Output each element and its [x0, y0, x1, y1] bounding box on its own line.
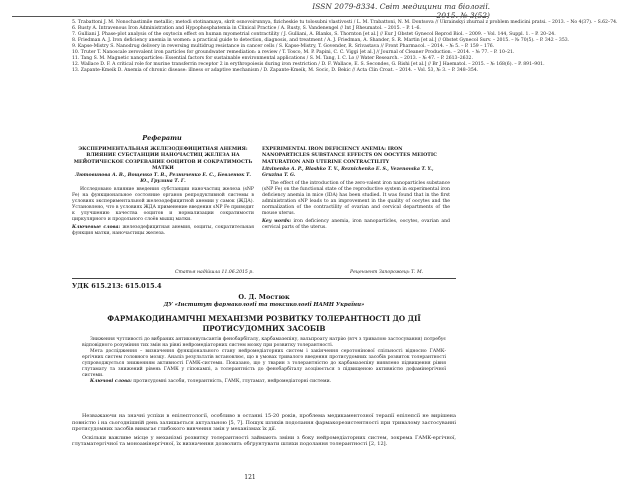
keywords-label: Ключевые слова:	[72, 225, 121, 231]
abstract-title: ЭКСПЕРИМЕНТАЛЬНАЯ ЖЕЛЕЗОДЕФИЦИТНАЯ АНЕМИЯ: ВЛИЯНИЕ СУБСТАНЦИИ НАНОЧАСТИЦ ЖЕЛЕЗА НА МЕЙОТИЧЕСКОЕ СОЗРЕВАНИЕ ООЦИТОВ И СОКРАТИМОСТЬ МАТКИ	[73, 146, 253, 171]
reference-item: 12. Wallace D. F. A critical role for murine transferrin receptor 2 in erythropoiesis during iron restriction / D. F. Wallace, E. S. Secondes, G. Rishi [et al.] // Br J Haematol. – 2015. – № 168(6). – P. 891–901.	[72, 62, 545, 67]
journal-header: ISSN 2079-8334. Світ медицини та біології. 2015. № 3(52)	[312, 2, 490, 20]
body-paragraph: Оскільки важливе місце у механізмі розвитку толерантності займають зміни з боку нейромедіаторних систем, зокрема ГАМК-ергічної, глутаматергічної та моноамінергічної, їх визначення дозволить обґрунтувати шляхи подолання толерантності [2, 12].	[72, 434, 456, 448]
abstract-authors: Litvinenko A. P., Blashko T. V., Reznichenko E. S., Vezenovska T. Y., Gruzina T. G.	[262, 166, 434, 178]
reference-item: 10. Truter T. Nanoscale zerovalent iron particles for groundwater remediation: a review / T. Tosco, M. P. Papini, C. C. Viggi [et al.] // Journal of Cleaner Production. – 2014. – № 77. – P. 10–21.	[72, 50, 515, 55]
reviewer-note: Рецензент Запорожець Т. М.	[350, 270, 424, 275]
abstract-keywords	[262, 219, 450, 231]
keywords-text: протисудомні засоби, толерантність, ГАМК, глутамат, нейромедіаторні системи.	[133, 379, 332, 384]
abstract-text: The effect of the introduction of the zero-valent iron nanoparticles substance (sNP Fe) on the functional state of the reproductive system in experimental iron deficiency anemia in mice (IDA) has been studied. It was found that in the first administration sNP leads to an improvement in the quality of oocytes and the normalization of the contractility of ovarian and cervical departments of the mouse uterus.	[262, 180, 450, 216]
keywords-label: Ключові слова:	[90, 379, 132, 384]
body-paragraph: Незважаючи на значні успіхи в епілептології, особливо в останні 15-20 років, проблема медикаментозної терапії епілепсії не вирішена повністю і на сьогоднішній день залишається актуальною [5, 7]. Пошук шляхів подолання фармакорезистентності при тривалому застосуванні протисудомних засобів вимагає глибокого вивчення змін у механізмах їх дії.	[72, 413, 456, 433]
received-date: Статья надійшла 11.06.2015 р.	[175, 270, 254, 275]
section-divider	[72, 278, 456, 279]
page-number: 121	[244, 474, 256, 481]
reference-list	[72, 20, 618, 74]
reference-item: 8. Friedman A. J. Iron deficiency anemia in women: a practical guide to detection, diagnosis, and treatment / A. J. Friedman, A. Shander, S. R. Martin [et al.] // Obstet Gynecol Surv. – 2015. – № 70(5). – P. 342 – 353.	[72, 38, 570, 43]
article-title: ФАРМАКОДИНАМІЧНІ МЕХАНІЗМИ РОЗВИТКУ ТОЛЕРАНТНОСТІ ДО ДІЇ ПРОТИСУДОМНИХ ЗАСОБІВ	[107, 314, 421, 333]
abstract-keywords	[72, 225, 254, 237]
article-affiliation: ДУ «Інститут фармакології та токсикології НАМН України»	[163, 302, 365, 308]
reference-item: 13. Zapante-Kmeik D. Anemia of chronic disease: illness or adaptive mechanism / D. Zapante-Kmeik, M. Socic, D. Bekic // Acta Clin Croat. – 2014. – Vol. 53, № 3. – P. 348–354.	[72, 68, 479, 73]
abstract-russian	[72, 146, 254, 237]
abstract-authors: Лютовинова А. В., Вощенко Т. В., Резниченко Е. С., Бевзенюк Т. Ю., Грузина Т. Г.	[75, 173, 251, 185]
keywords-text: железодефицитная анемия, ооциты, сократительная функция матки, наночастицы железа.	[72, 225, 254, 237]
udc-code: УДК 615.213: 615.015.4	[72, 282, 162, 290]
abstract-english	[262, 146, 450, 231]
article-body	[72, 413, 456, 450]
header-divider	[12, 16, 488, 17]
abstract-title: EXPERIMENTAL IRON DEFICIENCY ANEMIA: IRON NANOPARTICLES SUBSTANCE EFFECTS ON OOCYTES MEIOTIC MATURATION AND UTERINE CONTRACTILITY	[262, 146, 437, 165]
summary-paragraph: Мета дослідження – визначення функціонального стану нейромедіаторних систем і закінчення серотонінової спільності відносно ГАМК-ергічних систем головного мозку. Аналіз результатів встановлює, що в умовах тривалого введення протисудомних засобів розвиток толерантності супроводжується зниженням активності ГАМК-системи. Показано, що у тварин з толерантністю до карбамазепіну виявлено підвищення рівня глутамату та знижений рівень ГАМК у гіпокампі, а толерантність до фенобарбіталу асоціюється з підвищеною активністю дофамінергічної системи.	[82, 349, 446, 378]
article-summary	[82, 337, 446, 385]
reference-item: 11. Tang S. M. Magnetic nanoparticles: Essential factors for sustainable environmental applications / S. M. Tang, I. C. Lo // Water Research. – 2013. – № 47. – P. 2613–2632.	[72, 56, 473, 61]
keywords-text: iron deficiency anemia, iron nanoparticles, oocytes, ovarian and cervical parts of the uterus.	[262, 218, 450, 230]
reference-item: 7. Gulliani J. Phase-plot analysis of the oxytocin effect on human myometrial contractility / J. Gulliani, A. Blanks, S. Thornton [et al.] // Eur J Obstet Gynecol Reprod Biol. – 2009. – Vol. 144, Suppl. 1. – P. 20–24.	[72, 32, 556, 37]
summary-paragraph: Зниження чутливості до вибраних антиконвульсантів фенобарбіталу, карбамазепіну, вальпроату натрію (втч з тривалою застосування) потребує відповідного розуміння тих змін на рівні нейромедіаторних систем мозку при розвитку толерантності.	[82, 337, 446, 348]
reference-item: 9. Kapse-Mistry S. Nanodrug delivery in reversing multidrug resistance in cancer cells / S. Kapse-Mistry, T. Govender, R. Srivastava // Front Pharmacol. – 2014. – № 5. – P. 159 – 176.	[72, 44, 495, 49]
abstract-text: Исследовано влияние введения субстанции наночастиц железа (sNP Fe) на функциональное состояние органов репродуктивной системы в условиях экспериментальной железодефицитной анемии у самок (ЖДА). Установлено, что в условиях ЖДА применение введения sNP Fe приводит к улучшению качества ооцитов и нормализации сократимости циркулярного и продольного слоёв мышц матки.	[72, 187, 254, 223]
summary-keywords	[82, 379, 446, 385]
article-author: О. Д. Мостюк	[238, 293, 290, 301]
keywords-label: Key words:	[262, 218, 292, 224]
reference-item: 5. Trabattoni J. M. Nonochastimile metallic; metodi stotinamaya, skrit osnovoirunnya, fizicheskie tu tolosubni vlastivosti / L. M. Trabattoni, N. M. Dontsova // Ukrainskyi zhurnal z problem medicini pratsi. – 2013. – No 4(37). – S.62–74.	[72, 20, 618, 25]
reference-item: 6. Rusty A. Intravenous Iron Administration and Hypophosphatemia in Clinical Practice / A. Rusty, S. Vandenengel // Int J Rheumatol. – 2015. – P. 1–6.	[72, 26, 421, 31]
section-title: Реферати	[142, 134, 182, 142]
